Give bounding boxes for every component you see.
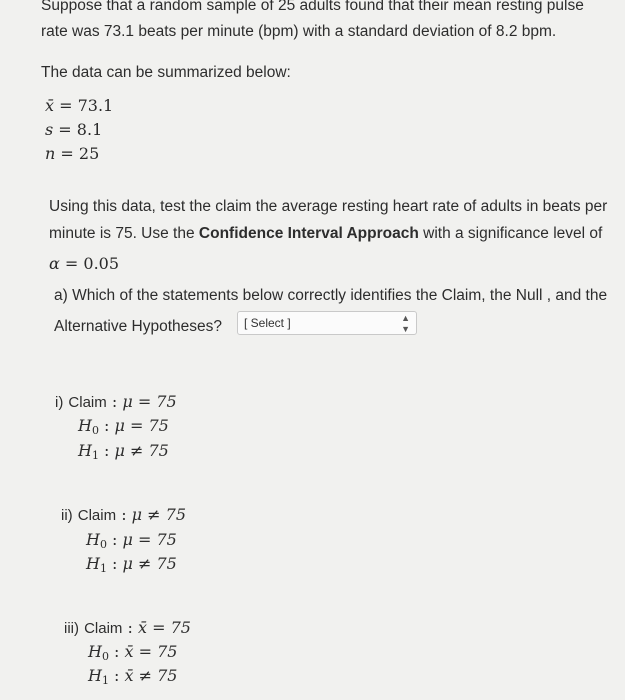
option-i-h1: $H_1$ : μ ≠ 75	[78, 441, 169, 462]
option-ii-h0: $H_0$ : μ = 75	[86, 530, 177, 551]
summary-heading: The data can be summarized below:	[41, 64, 291, 81]
summary-n: n = 25	[45, 144, 100, 163]
option-i-claim: i) Claim : μ = 75	[55, 392, 177, 411]
select-value: [ Select ]	[244, 316, 291, 330]
option-ii-h1: $H_1$ : μ ≠ 75	[86, 554, 177, 575]
intro-line-2: rate was 73.1 beats per minute (bpm) with a standard deviation of 8.2 bpm.	[41, 23, 557, 40]
select-arrows-icon: ▲ ▼	[401, 313, 410, 334]
option-iii-claim: iii) Claim : x̄ = 75	[64, 618, 191, 637]
task-line-2: minute is 75. Use the Confidence Interval Approach with a significance level of	[49, 225, 603, 242]
option-iii-h0: $H_0$ : x̄ = 75	[88, 642, 178, 663]
option-i-h0: $H_0$ : μ = 75	[78, 416, 169, 437]
question-a-line-2: Alternative Hypotheses?	[54, 318, 223, 335]
option-ii-claim: ii) Claim : μ ≠ 75	[61, 505, 187, 524]
task-line-1: Using this data, test the claim the average resting heart rate of adults in beats per	[49, 198, 608, 215]
alpha-value: α = 0.05	[49, 254, 120, 273]
question-a-line-1: a) Which of the statements below correctly identifies the Claim, the Null , and the	[54, 287, 608, 304]
intro-line-1: Suppose that a random sample of 25 adults found that their mean resting pulse	[41, 0, 584, 14]
summary-s: s = 8.1	[45, 120, 103, 139]
hypotheses-select[interactable]	[237, 311, 417, 335]
summary-xbar: x̄ = 73.1	[45, 96, 114, 115]
option-iii-h1: $H_1$ : x̄ ≠ 75	[88, 666, 178, 687]
